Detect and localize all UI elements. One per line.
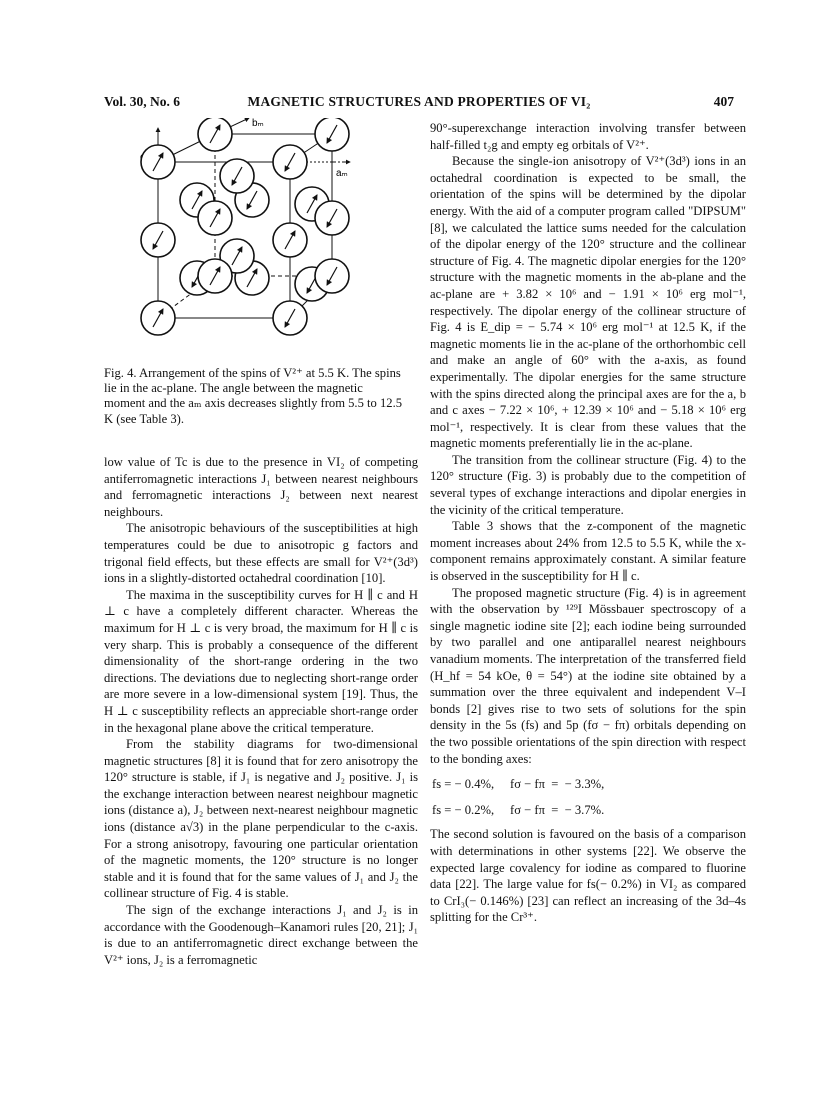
paragraph: From the stability diagrams for two-dimensional magnetic structures [8] it is found that for zero anisotropy the 120° structure is stable, if J₁ is negative and J₂ positive. J₁ is the exchange interaction between nearest neighbour magnetic ions (distance a), J₂ between next-nearest neighbour magnetic ions (distance a√3) in the plane perpendicular to the c-axis. For a strong anisotropy, favouring one particular orientation of the magnetic moments, the 120° structure is no longer stable and it is found that for the same values of J₁ and J₂ the collinear structure of Fig. 4 is stable. <box>104 737 418 901</box>
equation-fsigma: fσ − fπ = − 3.3%, <box>510 777 605 792</box>
paragraph: Table 3 shows that the z-component of the magnetic moment increases about 24% from 12.5 to 5.5 K, while the x-component remains approximately constant. A similar feature is observed in the susceptibility for H ∥ c. <box>430 519 746 584</box>
page-number: 407 <box>713 94 734 109</box>
left-column <box>104 454 418 968</box>
equation-line <box>432 802 746 819</box>
paragraph: Because the single-ion anisotropy of V²⁺(3d³) ions in an octahedral coordination is expected to be small, the orientation of the spins will be determined by the dipolar energy. With the aid of a computer program called "DIPSUM" [8], we calculated the lattice sums needed for the calculation of the dipolar energy of the 120° structure and the collinear structure of Fig. 4. The magnetic dipolar energies for the 120° structure with the magnetic moments in the ab-plane and the ac-plane are + 3.82 × 10⁶ and − 1.91 × 10⁶ erg mol⁻¹, respectively. The dipolar energy of the collinear structure of Fig. 4 is E_dip = − 5.74 × 10⁶ erg mol⁻¹ at 12.5 K, if the magnetic moments lie in the ac-plane of the orthorhombic cell and make an angle of 60° with the a-axis, as found experimentally. The dipolar energies for the same structure with the spins directed along the principal axes are for the a, b and c axes − 7.22 × 10⁶, + 12.39 × 10⁶ and − 5.18 × 10⁶ erg mol⁻¹, respectively. It is clear from these values that the magnetic moments preferentially lie in the ac-plane. <box>430 154 746 451</box>
axis-a-label: aₘ <box>336 168 348 179</box>
paragraph: The sign of the exchange interactions J₁ and J₂ is in accordance with the Goodenough–Kanamori rules [20, 21]; J₁ is due to an antiferromagnetic direct exchange between the V²⁺ ions, J₂ is a ferromagnetic <box>104 903 418 967</box>
running-title: MAGNETIC STRUCTURES AND PROPERTIES OF VI₂ <box>247 94 591 109</box>
paragraph: The transition from the collinear structure (Fig. 4) to the 120° structure (Fig. 3) is probably due to the competition of several types of exchange interactions and dipolar energies in the vicinity of the critical temperature. <box>430 452 746 517</box>
axis-b-label: bₘ <box>252 118 264 129</box>
equation-fs: fs = − 0.2%, <box>432 802 495 817</box>
equation-line <box>432 776 746 793</box>
paragraph: low value of Tc is due to the presence in VI₂ of competing antiferromagnetic interactions J₁ between nearest neighbours and ferromagnetic interactions J₂ between next nearest neighbours. <box>104 455 418 519</box>
spin-structure-figure <box>104 118 404 363</box>
volume-label: Vol. 30, No. 6 <box>104 94 181 109</box>
paragraph: The anisotropic behaviours of the susceptibilities at high temperatures could be due to anisotropic g factors and trigonal field effects, but these effects are small for V²⁺(3d³) ions in a slightly-distorted octahedral coordination [10]. <box>104 521 418 586</box>
spin-circles <box>141 118 349 335</box>
spin-lattice-diagram <box>104 118 404 363</box>
paragraph: 90°-superexchange interaction involving transfer between half-filled t₂g and empty eg orbitals of V²⁺. <box>430 121 746 152</box>
figure-caption: Fig. 4. Arrangement of the spins of V²⁺ at 5.5 K. The spins lie in the ac-plane. The angle between the magnetic moment and the aₘ axis decreases slightly from 5.5 to 12.5 K (see Table 3). <box>104 366 403 426</box>
paragraph: The maxima in the susceptibility curves for H ∥ c and H ⊥ c have a completely different character. Whereas the maximum for H ⊥ c is very broad, the maximum for H ∥ c is very sharp. This is probably a consequence of the different dimensionality of the short-range ordering in the two directions. The deviations due to neglecting short-range order are more severe in a low-dimensional system [19]. Thus, the H ⊥ c susceptibility reflects an appreciable short-range order in the hexagonal plane above the critical temperature. <box>104 587 418 735</box>
paragraph: The proposed magnetic structure (Fig. 4) is in agreement with the observation by ¹²⁹I Mössbauer spectroscopy of a single magnetic iodine site [2]; each iodine being surrounded by two parallel and one antiparallel nearest neighbours vanadium moments. The interpretation of the transferred field (H_hf = 54 kOe, θ = 54°) at the iodine site obtained by a summation over the three equivalent and independent V–I bonds [2] gives rise to two sets of solutions for the spin density in the 5s (fs) and 5p (fσ − fπ) orbitals depending on the two possible orientations of the spin direction with respect to the bonding axes: <box>430 585 746 766</box>
equation-fs: fs = − 0.4%, <box>432 777 495 792</box>
paragraph: The second solution is favoured on the basis of a comparison with determinations in other systems [22]. We observe the expected large covalency for iodine as compared to fluorine data [22]. The large value for fs(− 0.2%) in VI₂ as compared to CrI₃(− 0.146%) [23] can reflect an increasing of the 3d–4s splitting for the Cr³⁺. <box>430 827 746 925</box>
equation-fsigma: fσ − fπ = − 3.7%. <box>510 802 605 817</box>
right-column <box>430 120 746 926</box>
running-header <box>104 94 734 116</box>
